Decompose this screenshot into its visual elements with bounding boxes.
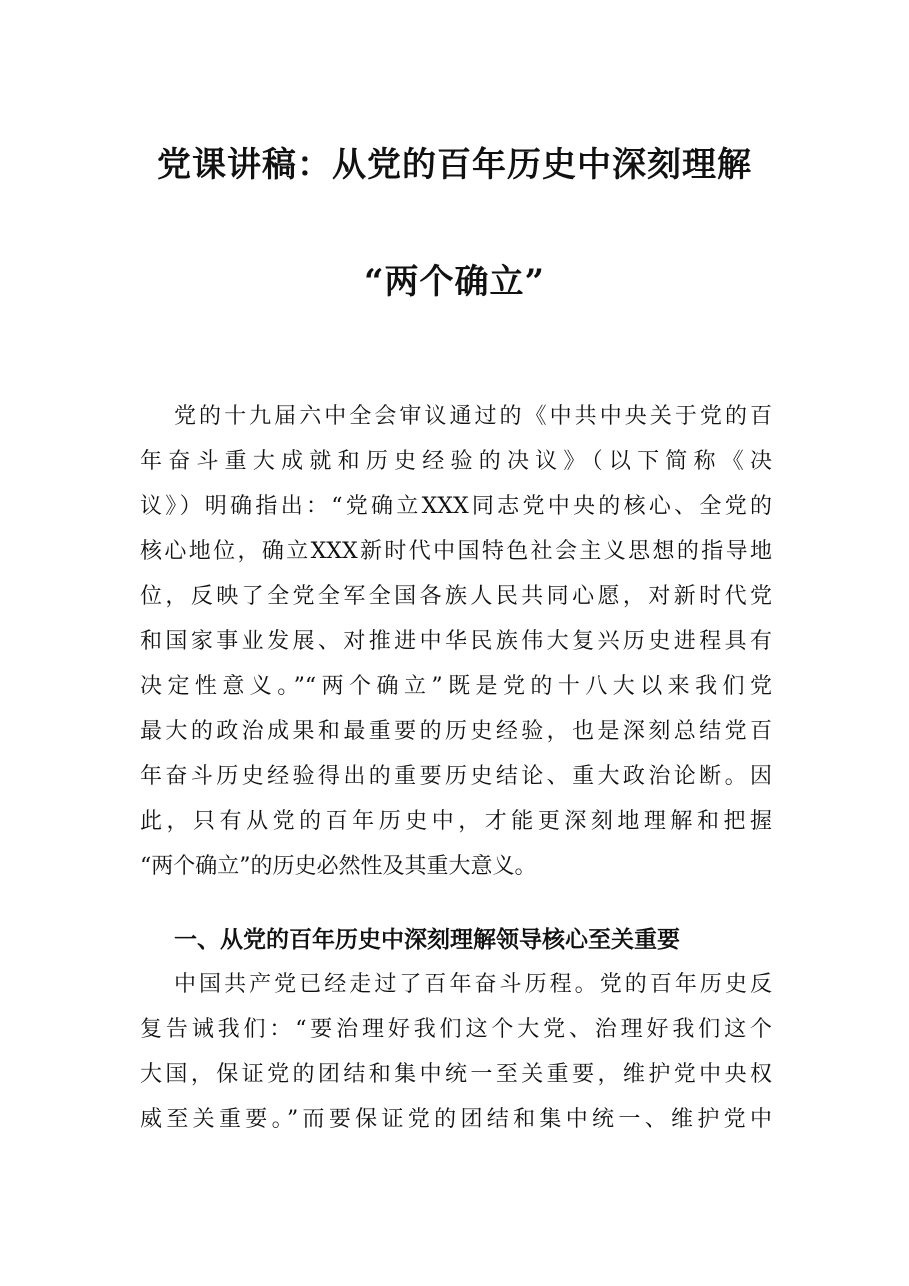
paragraph-line: 此，只有从党的百年历史中，才能更深刻地理解和把握	[140, 809, 772, 834]
document-title-line-2: “两个确立”	[363, 262, 546, 302]
paragraph-line: 年奋斗重大成就和历史经验的决议》（以下简称《决	[140, 449, 772, 474]
paragraph-line: 党的十九届六中全会审议通过的《中共中央关于党的百	[174, 404, 772, 429]
paragraph-line: “两个确立”的历史必然性及其重大意义。	[140, 854, 537, 879]
paragraph-line: 年奋斗历史经验得出的重要历史结论、重大政治论断。因	[140, 764, 772, 789]
paragraph-section-1	[140, 962, 772, 1142]
paragraph-line: 议》）明确指出：“党确立XXX同志党中央的核心、全党的	[140, 494, 772, 519]
paragraph-line: 位，反映了全党全军全国各族人民共同心愿，对新时代党	[140, 584, 772, 609]
paragraph-line: 和国家事业发展、对推进中华民族伟大复兴历史进程具有	[140, 629, 772, 654]
paragraph-line: 最大的政治成果和最重要的历史经验，也是深刻总结党百	[140, 719, 772, 744]
section-heading: 一、从党的百年历史中深刻理解领导核心至关重要	[174, 926, 680, 953]
paragraph-line: 核心地位，确立XXX新时代中国特色社会主义思想的指导地	[140, 539, 772, 564]
paragraph-line: 中国共产党已经走过了百年奋斗历程。党的百年历史反	[174, 972, 772, 997]
paragraph-line: 决定性意义。”“两个确立”既是党的十八大以来我们党	[140, 674, 772, 699]
paragraph-line: 大国，保证党的团结和集中统一至关重要，维护党中央权	[140, 1062, 772, 1087]
paragraph-line: 复告诫我们：“要治理好我们这个大党、治理好我们这个	[140, 1017, 772, 1042]
paragraph-intro	[140, 394, 772, 889]
paragraph-line: 威至关重要。”而要保证党的团结和集中统一、维护党中	[140, 1107, 772, 1132]
document-title-line-1: 党课讲稿：从党的百年历史中深刻理解	[157, 145, 752, 185]
